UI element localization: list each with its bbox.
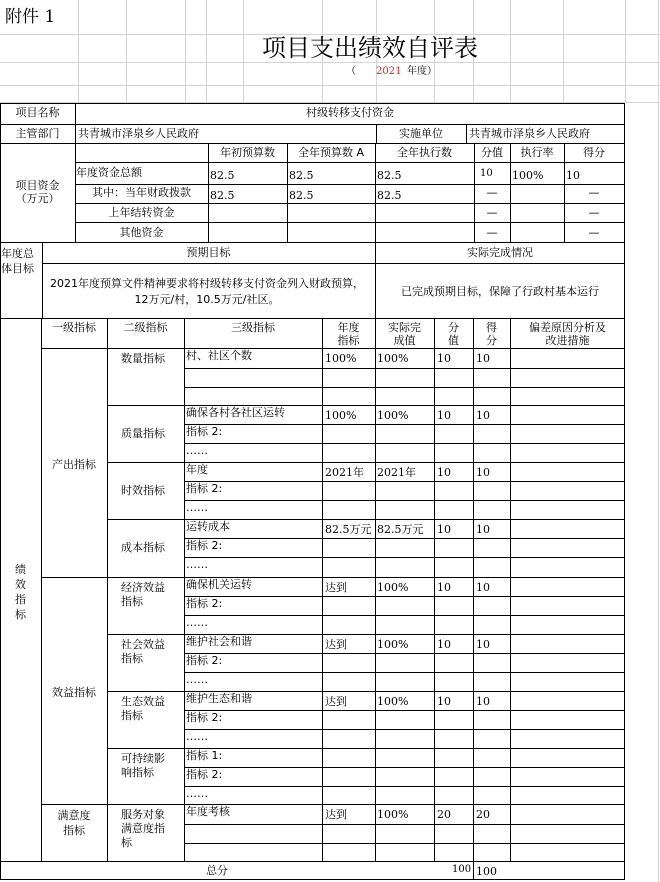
col-full-budget: 全年预算数 A xyxy=(297,146,365,159)
cell-value: — xyxy=(486,186,498,199)
annual-target: 达到 xyxy=(325,581,347,594)
table-border xyxy=(184,672,625,673)
table-border xyxy=(41,318,42,862)
lvl2-indicator: 数量指标 xyxy=(121,352,165,365)
table-border xyxy=(75,184,625,185)
table-border xyxy=(0,242,625,243)
table-border xyxy=(107,519,625,520)
score: 10 xyxy=(476,466,490,479)
table-border xyxy=(184,786,625,787)
score: 10 xyxy=(476,695,490,708)
table-border xyxy=(0,103,1,880)
grid-line xyxy=(563,0,564,103)
lvl1-header: 一级指标 xyxy=(52,321,96,334)
cell-value: 82.5 xyxy=(210,169,235,182)
score: 20 xyxy=(476,808,490,821)
cell-value: 100% xyxy=(512,169,544,182)
table-border xyxy=(0,861,625,862)
year-value: 2021 xyxy=(376,66,402,77)
lvl3-indicator: 运转成本 xyxy=(186,520,230,533)
ind-score-value-header: 分 值 xyxy=(448,321,459,347)
dept-label: 主管部门 xyxy=(15,127,60,140)
table-border xyxy=(0,879,625,880)
actual-value: 100% xyxy=(377,352,409,365)
table-border xyxy=(75,222,625,223)
lvl3-indicator: 指标 2: xyxy=(186,711,223,724)
table-border xyxy=(107,577,625,578)
other-funds-label: 其他资金 xyxy=(119,226,164,239)
grid-line xyxy=(658,103,659,882)
grid-line xyxy=(185,0,186,103)
grid-line xyxy=(0,85,660,86)
lvl3-indicator: …… xyxy=(186,787,208,800)
annual-goal-label: 年度总体目标 xyxy=(1,247,34,275)
cell-value: 10 xyxy=(566,169,580,182)
satisfaction-indicators-label: 满意度 指标 xyxy=(57,809,91,837)
score-value: 10 xyxy=(437,695,451,708)
grid-line xyxy=(206,0,207,103)
cell-value: 82.5 xyxy=(289,189,314,202)
lvl2-indicator: 时效指标 xyxy=(121,483,165,497)
table-border xyxy=(75,162,625,163)
total-label: 总分 xyxy=(206,864,228,877)
table-border xyxy=(184,538,625,539)
lvl2-indicator: 成本指标 xyxy=(121,541,165,554)
actual-completion-text: 已完成预期目标，保障了行政村基本运行 xyxy=(401,285,599,298)
col-execution: 全年执行数 xyxy=(397,146,452,159)
annual-target: 2021年 xyxy=(325,466,364,479)
actual-value: 2021年 xyxy=(377,466,416,479)
lvl2-indicator: 服务对象 满意度指 标 xyxy=(121,808,165,849)
table-border xyxy=(184,615,625,616)
score-value: 10 xyxy=(437,523,451,536)
annual-target: 100% xyxy=(325,409,357,422)
lvl3-indicator: 维护生态和谐 xyxy=(186,692,252,705)
lvl3-indicator: 确保机关运转 xyxy=(186,578,252,591)
fiscal-label: 其中：当年财政拨款 xyxy=(92,186,191,199)
cell-value: — xyxy=(588,186,600,199)
lvl3-indicator: 指标 2: xyxy=(186,482,223,495)
lvl2-indicator: 经济效益 指标 xyxy=(121,581,165,608)
page-title: 项目支出绩效自评表 xyxy=(262,34,478,62)
table-border xyxy=(184,500,625,501)
table-border xyxy=(510,318,511,862)
score-value: 10 xyxy=(437,409,451,422)
table-border xyxy=(184,843,625,844)
annual-target: 达到 xyxy=(325,695,347,708)
table-border xyxy=(0,124,625,125)
cell-value: 82.5 xyxy=(377,189,402,202)
table-border xyxy=(184,424,625,425)
score-value: 20 xyxy=(437,808,451,821)
carry-over-label: 上年结转资金 xyxy=(108,206,175,219)
output-indicators-label: 产出指标 xyxy=(52,458,96,471)
lvl3-indicator: …… xyxy=(186,444,208,457)
table-border xyxy=(624,103,625,880)
table-border xyxy=(42,263,625,264)
table-border xyxy=(375,318,376,862)
col-exec-rate: 执行率 xyxy=(520,146,554,159)
ind-score-header: 得 分 xyxy=(486,321,497,347)
grid-line xyxy=(126,0,127,103)
table-border xyxy=(107,318,108,862)
table-border xyxy=(184,729,625,730)
annual-target: 达到 xyxy=(325,808,347,821)
score-value: 10 xyxy=(437,352,451,365)
project-name-value: 村级转移支付资金 xyxy=(306,106,394,119)
table-border xyxy=(107,691,625,692)
cell-value: 10 xyxy=(480,168,493,179)
lvl3-indicator: 指标 2: xyxy=(186,654,223,667)
table-border xyxy=(434,318,435,862)
annual-target: 82.5万元 xyxy=(325,523,372,536)
table-border xyxy=(184,596,625,597)
score: 10 xyxy=(476,581,490,594)
table-border xyxy=(107,804,625,805)
lvl3-indicator: 指标 2: xyxy=(186,425,223,438)
lvl3-indicator: …… xyxy=(186,501,208,514)
score: 10 xyxy=(476,352,490,365)
table-border xyxy=(107,748,625,749)
actual-value: 100% xyxy=(377,638,409,651)
annual-total-label: 年度资金总额 xyxy=(76,166,142,179)
table-border xyxy=(107,634,625,635)
actual-value-header: 实际完 成值 xyxy=(388,321,421,347)
lvl2-indicator: 质量指标 xyxy=(121,426,165,440)
table-border xyxy=(184,653,625,654)
expected-goal-text: 2021年度预算文件精神要求将村级转移支付资金列入财政预算，12万元/村，10.5万元/社区。 xyxy=(50,277,364,306)
cell-value: 82.5 xyxy=(210,189,235,202)
table-border xyxy=(0,143,625,144)
cell-value: — xyxy=(588,206,600,219)
cell-value: 82.5 xyxy=(377,169,402,182)
funds-label: 项目资金 （万元） xyxy=(15,179,60,205)
score-value: 10 xyxy=(437,581,451,594)
actual-value: 100% xyxy=(377,581,409,594)
grid-line xyxy=(625,0,626,103)
lvl3-header: 三级指标 xyxy=(231,321,275,334)
score-value: 10 xyxy=(437,466,451,479)
lvl3-indicator: 指标 2: xyxy=(186,539,223,552)
actual-value: 82.5万元 xyxy=(377,523,424,536)
effect-indicators-label: 效益指标 xyxy=(52,686,96,699)
actual-value: 100% xyxy=(377,409,409,422)
col-score-value: 分值 xyxy=(481,146,503,159)
table-border xyxy=(184,368,625,369)
lvl3-indicator: 确保各村各社区运转 xyxy=(186,406,285,419)
table-border xyxy=(184,767,625,768)
table-border xyxy=(184,481,625,482)
grid-line xyxy=(78,0,79,103)
cell-value: 82.5 xyxy=(289,169,314,182)
table-border xyxy=(0,103,625,104)
lvl3-indicator: …… xyxy=(186,558,208,571)
table-border xyxy=(322,318,323,862)
project-name-label: 项目名称 xyxy=(15,106,60,119)
table-border xyxy=(107,405,625,406)
lvl3-indicator: 年度考核 xyxy=(186,805,230,818)
actual-completion-header: 实际完成情况 xyxy=(467,246,533,259)
grid-line xyxy=(510,0,511,103)
table-border xyxy=(107,462,625,463)
lvl2-indicator: 生态效益 指标 xyxy=(121,695,165,722)
annual-target: 达到 xyxy=(325,638,347,651)
table-border xyxy=(184,710,625,711)
lvl3-indicator: …… xyxy=(186,673,208,686)
grid-line xyxy=(658,0,659,103)
year-open: （ xyxy=(346,66,356,77)
deviation-header: 偏差原因分析及 改进措施 xyxy=(529,321,606,347)
lvl3-indicator: 村、社区个数 xyxy=(186,349,252,362)
table-border xyxy=(107,348,625,349)
total-score-value: 100 xyxy=(452,864,472,875)
table-border xyxy=(466,124,467,143)
table-border xyxy=(184,824,625,825)
actual-value: 100% xyxy=(377,808,409,821)
grid-line xyxy=(243,0,244,103)
annual-target: 100% xyxy=(325,352,357,365)
col-score: 得分 xyxy=(583,146,605,159)
total-score: 100 xyxy=(476,865,497,878)
actual-value: 100% xyxy=(377,695,409,708)
table-border xyxy=(184,443,625,444)
lvl2-header: 二级指标 xyxy=(123,321,168,334)
table-border xyxy=(473,318,474,880)
lvl3-indicator: 指标 1: xyxy=(186,749,223,762)
lvl3-indicator: …… xyxy=(186,616,208,629)
expected-goal-header: 预期目标 xyxy=(186,246,231,259)
table-border xyxy=(0,318,625,319)
cell-value: — xyxy=(486,226,498,239)
lvl3-indicator: 维护社会和谐 xyxy=(186,635,252,648)
lvl2-indicator: 可持续影 响指标 xyxy=(121,752,165,779)
attachment-label: 附件 1 xyxy=(5,7,56,27)
year-suffix: 年度） xyxy=(407,66,437,77)
score: 10 xyxy=(476,638,490,651)
table-border xyxy=(184,557,625,558)
score-value: 10 xyxy=(437,638,451,651)
lvl3-indicator: …… xyxy=(186,730,208,743)
lvl3-indicator: 指标 2: xyxy=(186,768,223,781)
table-border xyxy=(75,203,625,204)
cell-value: — xyxy=(486,206,498,219)
annual-index-header: 年度 指标 xyxy=(337,321,360,347)
lvl2-indicator: 社会效益 指标 xyxy=(121,638,165,665)
score: 10 xyxy=(476,409,490,422)
cell-value: — xyxy=(588,226,600,239)
col-initial-budget: 年初预算数 xyxy=(220,146,275,159)
impl-unit-label: 实施单位 xyxy=(399,127,443,140)
perf-indicators-label: 绩 效 指 标 xyxy=(15,563,26,621)
dept-value: 共青城市泽泉乡人民政府 xyxy=(78,127,199,140)
score: 10 xyxy=(476,523,490,536)
table-border xyxy=(184,387,625,388)
lvl3-indicator: 指标 2: xyxy=(186,597,223,610)
table-border xyxy=(184,318,185,862)
impl-unit-value: 共青城市泽泉乡人民政府 xyxy=(469,127,590,140)
lvl3-indicator: 年度 xyxy=(186,463,208,476)
